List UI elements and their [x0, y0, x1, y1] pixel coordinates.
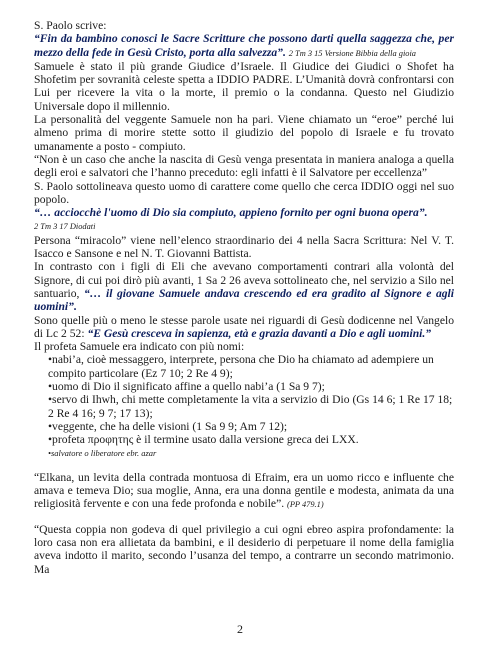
paragraph-elkana	[34, 471, 454, 512]
spacer	[34, 460, 454, 471]
list-item: •nabi’a, cioè messaggero, interprete, persona che Dio ha chiamato ad adempiere un compito particolare (Ez 7 10; 2 Re 4 9);	[48, 353, 434, 380]
paragraph-figli-eli	[34, 260, 454, 313]
quote-2tm-3-15: “Fin da bambino conosci le Sacre Scritture che possono darti quella saggezza che, per mezzo della fede in Gesù Cristo, porta alla salvezza”.	[34, 32, 454, 59]
list-item: •veggente, che ha delle visioni (1 Sa 9 9; Am 7 12);	[48, 419, 288, 433]
elkana-text: “Elkana, un levita della contrada montuosa di Efraim, era un uomo ricco e influente che amava e temeva Dio; sua moglie, Anna, era una donna gentile e modesta, animata da una religiosità fervente e con una fede profonda e nobile”.	[34, 470, 454, 511]
paragraph-nascita-gesu: “Non è un caso che anche la nascita di Gesù venga presentata in maniera analoga a quella degli eroi e salvatori che l’hanno preceduto: egli infatti è il Salvatore per eccellenza”	[34, 152, 454, 180]
paragraph-samuele-giudice: Samuele è stato il più grande Giudice d’Israele. Il Giudice dei Giudici o Shofet ha Shofetim per sovranità celeste spetta a IDDIO PADRE. L’Umanità dovrà confrontarsi con Lui per ricevere la vita o la morte, il premio o la condanna. Questo nel Giudizio Universale dopo il millennio.	[34, 59, 454, 113]
intro-text: S. Paolo scrive:	[34, 19, 107, 32]
page-number: 2	[237, 622, 243, 636]
quote-2tm-3-17: “… acciocchè l'uomo di Dio sia compiuto, appieno fornito per ogni buona opera”.	[34, 206, 428, 220]
eli-text: In contrasto con i figli di Eli che avevano comportamenti contrari alla volontà del Signore, di cui poi dirò più avanti, 1 Sa 2 26 aveva sottolineato che, nel servizio a Silo nel santuario,	[34, 260, 454, 300]
list-item: •uomo di Dio il significato affine a quello nabi’a (1 Sa 9 7);	[48, 380, 325, 394]
paragraph-paolo-sottolineava	[34, 180, 454, 234]
names-list	[34, 353, 454, 459]
paolo-text: S. Paolo sottolineava questo uomo di carattere come quello che cerca IDDIO oggi nel suo popolo.	[34, 179, 454, 206]
reference-2tm-3-15: 2 Tm 3 15 Versione Bibbia della gioia	[288, 48, 416, 58]
text-column	[34, 19, 454, 576]
spacer	[34, 512, 454, 523]
paragraph-coppia: “Questa coppia non godeva di quel privilegio a cui ogni ebreo aspira profondamente: la loro casa non era allietata da bambini, e il desiderio di perpetuare il nome della famiglia aveva indotto il marito, secondo l’usanza del tempo, a contrarre un secondo matrimonio. Ma	[34, 522, 454, 576]
reference-2tm-3-17: 2 Tm 3 17 Diodati	[34, 222, 96, 232]
paragraph-nomi-profeta: Il profeta Samuele era indicato con più nomi:	[34, 340, 245, 354]
paragraph-persona-miracolo: Persona “miracolo” viene nell’elenco straordinario dei 4 nella Sacra Scrittura: Nel V. T. Isacco e Sansone e nel N. T. Giovanni Battista.	[34, 233, 454, 261]
list-item: •servo di Ihwh, chi mette completamente la vita a servizio di Dio (Gs 14 6; 1 Re 17 18; 2 Re 4 16; 9 7; 17 13);	[48, 393, 453, 420]
reference-pp: (PP 479.1)	[287, 500, 324, 510]
quote-luca-2-52: “E Gesù cresceva in sapienza, età e grazia davanti a Dio e agli uomini.”	[87, 326, 432, 340]
quote-samuele-cresceva: “… il giovane Samuele andava crescendo ed era gradito al Signore e agli uomini”.	[34, 286, 454, 314]
paragraph-gesu-dodicenne	[34, 314, 454, 341]
list-item: •profeta προφητης è il termine usato dalla versione greca dei LXX.	[48, 433, 359, 447]
paragraph-intro	[34, 19, 454, 60]
list-item: •salvatore o liberatore ebr. azar	[48, 447, 157, 458]
gesu-text: Sono quelle più o meno le stesse parole usate nei riguardi di Gesù dodicenne nel Vangelo di Lc 2 52:	[34, 313, 454, 340]
paragraph-personalita: La personalità del veggente Samuele non ha pari. Viene chiamato un “eroe” perché lui almeno prima di morire stette sotto il giudizio del popolo di Israele e fu trovato umanamente a posto - compiuto.	[34, 113, 454, 153]
